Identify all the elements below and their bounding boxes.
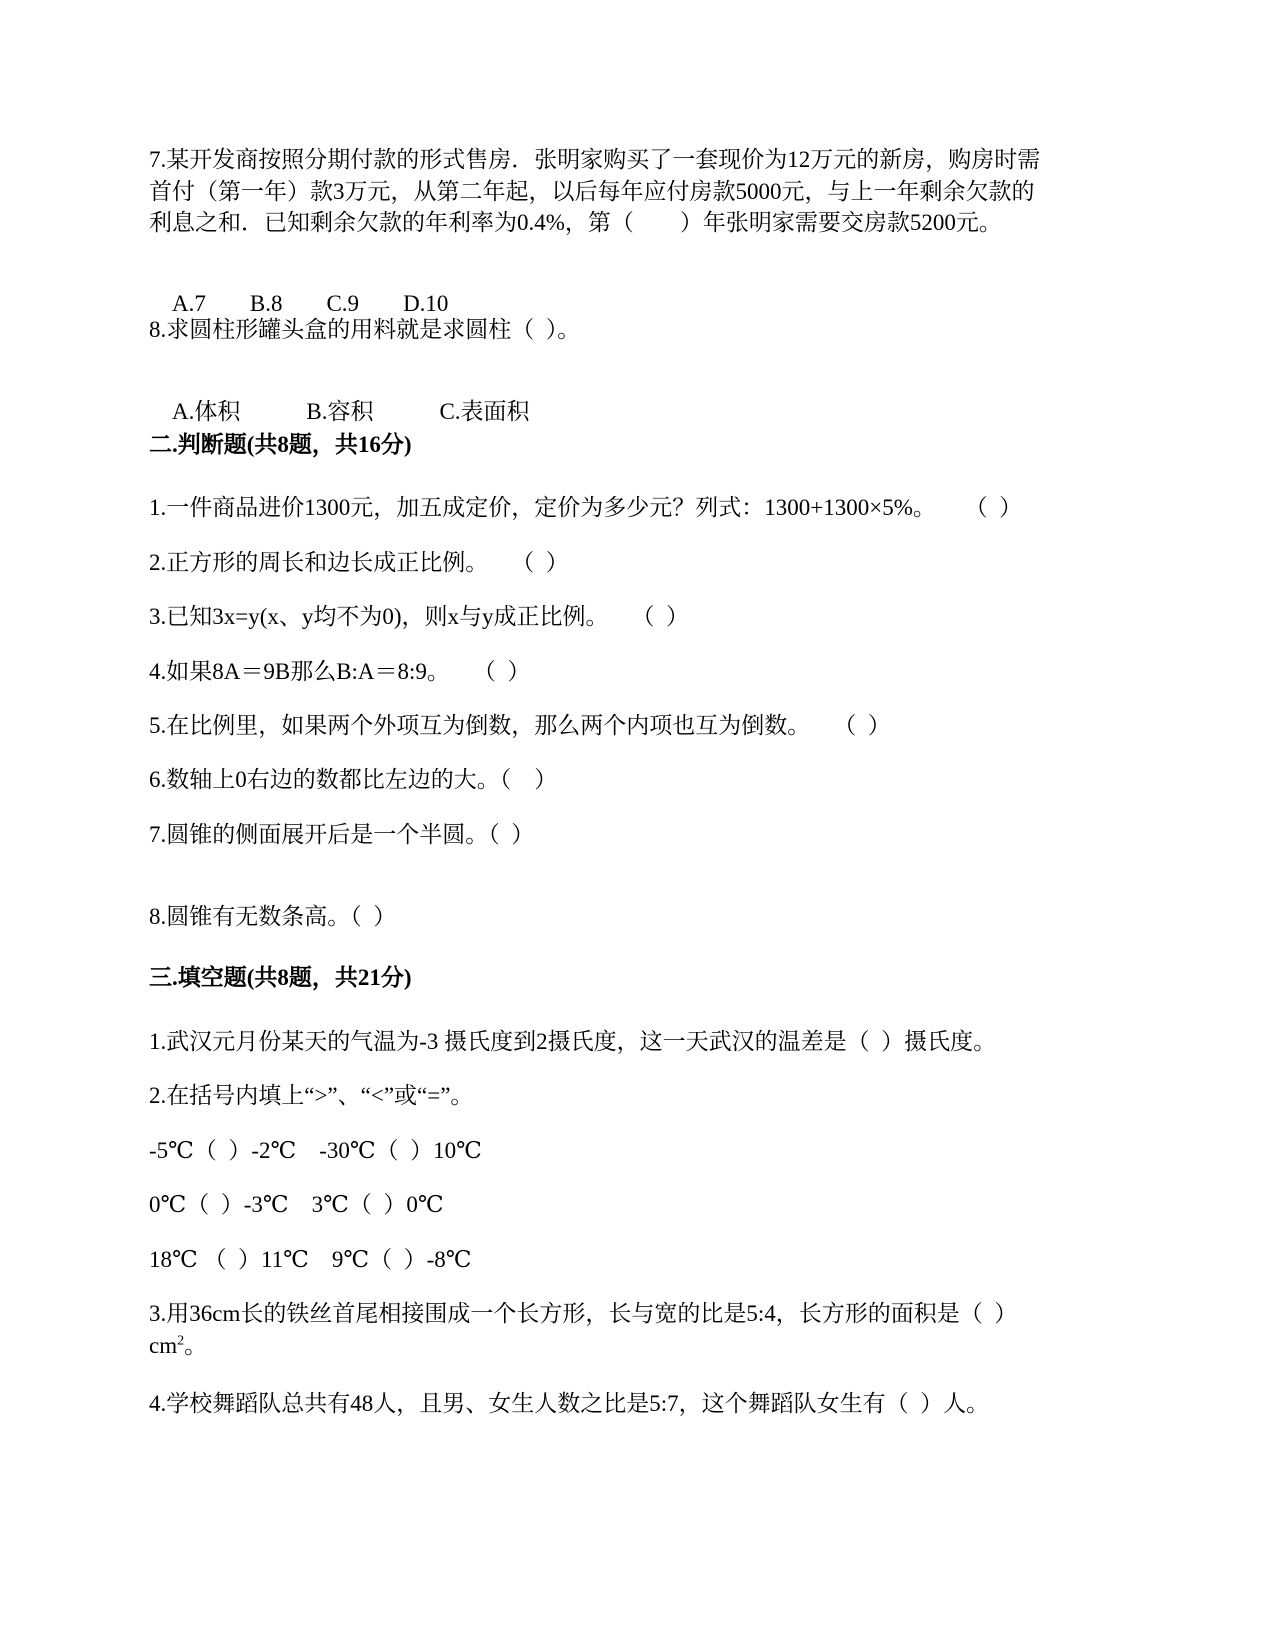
judge-item-4: 4.如果8A＝9B那么B:A＝8:9。 （ ） bbox=[149, 659, 531, 684]
comparison-row-3: 18℃ （ ）11℃ 9℃（ ）-8℃ bbox=[149, 1247, 472, 1272]
fill-question-3-line-2 bbox=[149, 1332, 207, 1360]
option-a: A.体积 bbox=[172, 399, 241, 424]
sentence-end: 。 bbox=[184, 1333, 208, 1358]
fill-question-3-line-1: 3.用36cm长的铁丝首尾相接围成一个长方形，长与宽的比是5:4，长方形的面积是（ ） bbox=[149, 1301, 1018, 1326]
judge-item-3: 3.已知3x=y(x、y均不为0)，则x与y成正比例。 （ ） bbox=[149, 604, 690, 629]
judge-item-1: 1.一件商品进价1300元，加五成定价，定价为多少元？列式：1300+1300×5%。 （ ） bbox=[149, 495, 1023, 520]
question-7-line-1: 7.某开发商按照分期付款的形式售房．张明家购买了一套现价为12万元的新房，购房时需 bbox=[149, 147, 1041, 172]
judge-item-6: 6.数轴上0右边的数都比左边的大。（ ） bbox=[149, 767, 558, 792]
question-7-line-3: 利息之和．已知剩余欠款的年利率为0.4%，第（ ）年张明家需要交房款5200元。 bbox=[149, 210, 1002, 235]
unit-exponent: 2 bbox=[177, 1333, 185, 1349]
option-b: B.容积 bbox=[306, 399, 374, 424]
question-8: 8.求圆柱形罐头盒的用料就是求圆柱（ ）。 bbox=[149, 317, 581, 342]
fill-question-4: 4.学校舞蹈队总共有48人，且男、女生人数之比是5:7，这个舞蹈队女生有（ ）人。 bbox=[149, 1391, 990, 1416]
comparison-row-1: -5℃（ ）-2℃ -30℃（ ）10℃ bbox=[149, 1138, 482, 1163]
judge-item-8: 8.圆锥有无数条高。（ ） bbox=[149, 904, 397, 929]
section-2-heading: 二.判断题(共8题，共16分) bbox=[149, 432, 412, 457]
section-3-heading: 三.填空题(共8题，共21分) bbox=[149, 965, 412, 990]
judge-item-5: 5.在比例里，如果两个外项互为倒数，那么两个内项也互为倒数。 （ ） bbox=[149, 713, 891, 738]
fill-question-2: 2.在括号内填上“>”、“<”或“=”。 bbox=[149, 1083, 474, 1108]
judge-item-7: 7.圆锥的侧面展开后是一个半圆。（ ） bbox=[149, 822, 535, 847]
comparison-row-2: 0℃（ ）-3℃ 3℃（ ）0℃ bbox=[149, 1192, 444, 1217]
fill-question-1: 1.武汉元月份某天的气温为-3 摄氏度到2摄氏度，这一天武汉的温差是（ ）摄氏度。 bbox=[149, 1029, 997, 1054]
question-7-line-2: 首付（第一年）款3万元，从第二年起，以后每年应付房款5000元，与上一年剩余欠款的 bbox=[149, 179, 1035, 204]
option-c: C.9 bbox=[326, 291, 360, 316]
judge-item-2: 2.正方形的周长和边长成正比例。 （ ） bbox=[149, 550, 569, 575]
option-d: D.10 bbox=[403, 291, 449, 316]
option-c: C.表面积 bbox=[439, 399, 530, 424]
option-a: A.7 bbox=[172, 291, 206, 316]
area-unit: cm bbox=[149, 1333, 178, 1358]
option-b: B.8 bbox=[249, 291, 283, 316]
